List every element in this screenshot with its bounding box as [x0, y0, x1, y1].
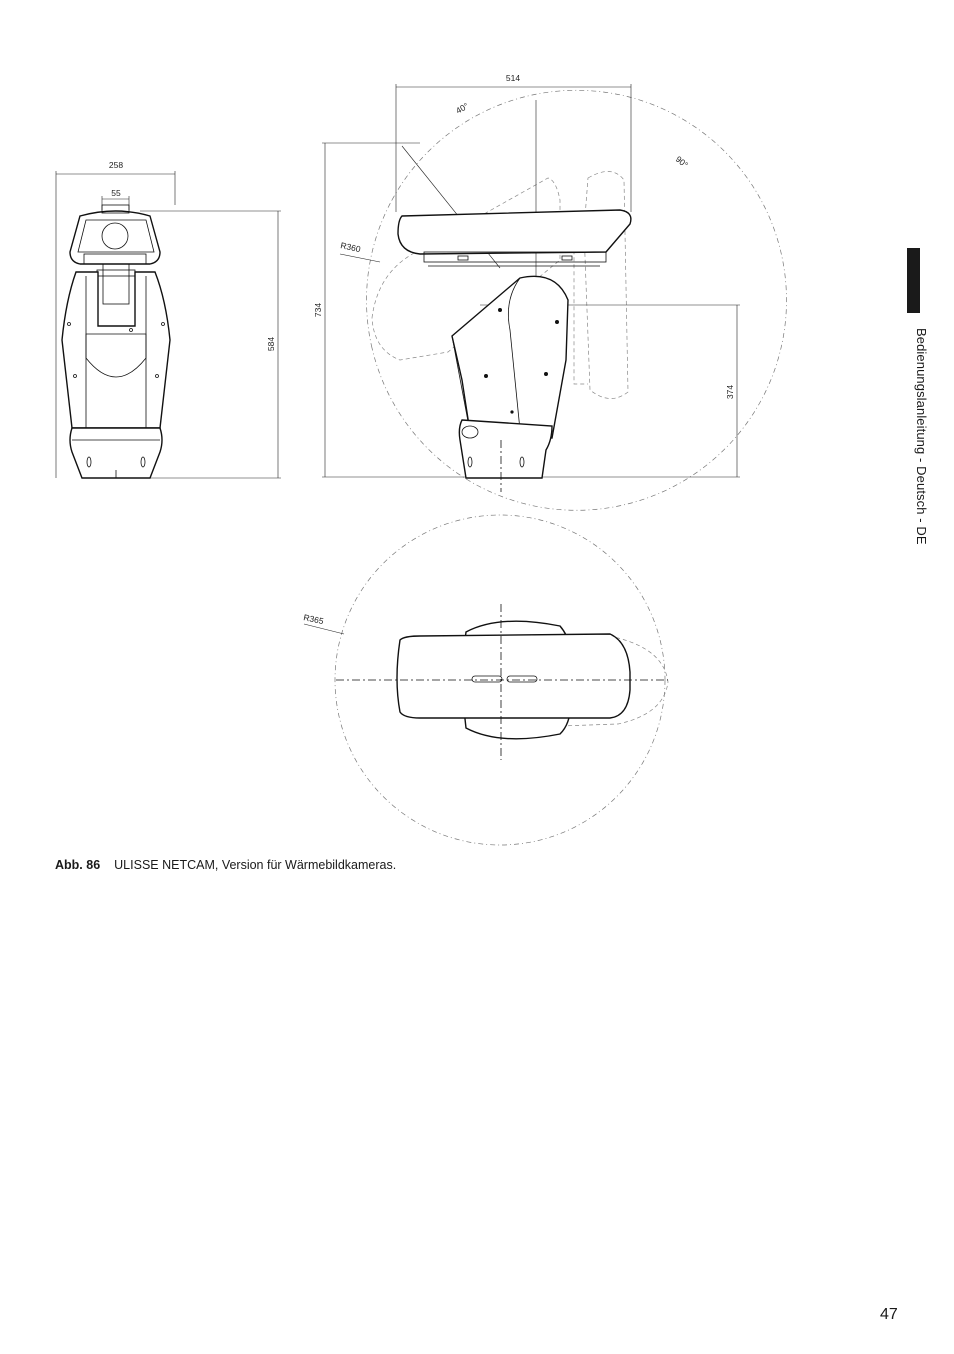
dim-side-height: 734: [313, 302, 323, 318]
side-view: [313, 73, 787, 510]
dim-side-radius: R360: [339, 240, 362, 255]
dim-pivot-height: 374: [725, 384, 735, 400]
dim-tilt-up-angle: 40°: [454, 100, 471, 116]
section-tab-marker: [907, 248, 920, 313]
dim-front-window: 55: [111, 188, 121, 198]
dim-front-width: 258: [108, 160, 124, 170]
dim-front-height: 584: [266, 336, 276, 352]
dim-side-depth: 514: [505, 73, 521, 83]
dim-tilt-down-angle: 90°: [673, 153, 690, 170]
figure-label: Abb. 86: [55, 858, 101, 872]
figure-caption: [55, 858, 396, 872]
figure-caption-text: ULISSE NETCAM, Version für Wärmebildkameras.: [114, 858, 397, 872]
language-side-label: Bedienungslanleitung - Deutsch - DE: [914, 328, 929, 545]
page-number: 47: [880, 1306, 898, 1323]
top-view: [303, 515, 668, 845]
front-view: [56, 160, 281, 478]
dim-top-radius: R365: [302, 612, 325, 627]
